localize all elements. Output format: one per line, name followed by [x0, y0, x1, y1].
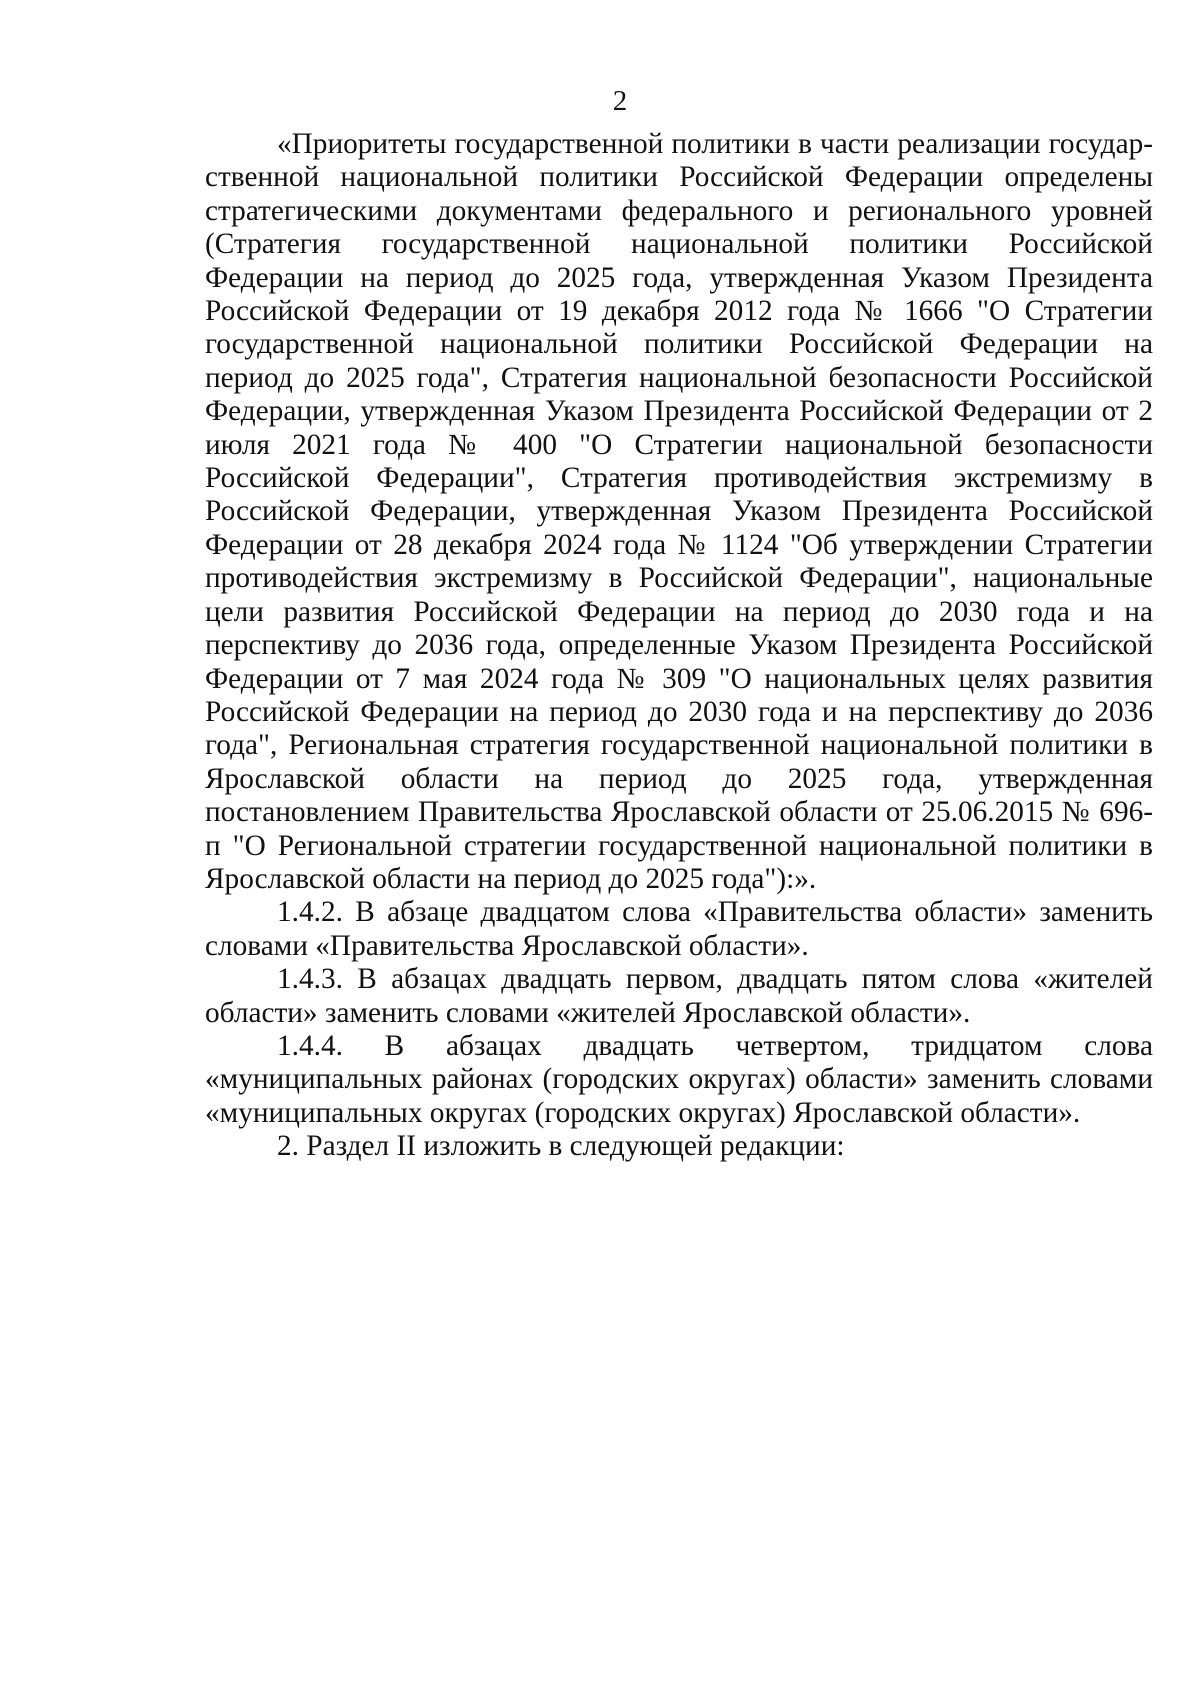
paragraph-priorities-quote: «Приоритеты государственной политики в части реализации государственной национальной политики Российской Федерации определены стратегическими документами федерального и регионального уровней (Стратегия государственной национальной политики Российской Федерации на период до 2025 года, утвержденная Указом Президента Российской Федерации от 19 декабря 2012 года № 1666 "О Стратегии государственной национальной политики Российской Федерации на период до 2025 года", Стратегия национальной безопасности Российской Федерации, утвержденная Указом Президента Российской Федерации от 2 июля 2021 года № 400 "О Стратегии национальной безопасности Российской Федерации", Стратегия противодействия экстремизму в Российской Федерации, утвержденная Указом Президента Российской Федерации от 28 декабря 2024 года № 1124 "Об утверждении Стратегии противодействия экстремизму в Российской Федерации", национальные цели развития Российской Федерации на период до 2030 года и на перспективу до 2036 года, определенные Указом Президента Российской Федерации от 7 мая 2024 года № 309 "О национальных целях развития Российской Федерации на период до 2030 года и на перспективу до 2036 года", Региональная стратегия государственной национальной политики в Ярославской области на период до 2025 года, утвержденная постановлением Правительства Ярославской области от 25.06.2015 № 696-п "О Региональной стратегии государственной национальной политики в Ярославской области на период до 2025 года"):». — [205, 128, 1153, 895]
paragraph-1-4-3: 1.4.3. В абзацах двадцать первом, двадцать пятом слова «жителей области» заменить словами «жителей Ярославской области». — [205, 963, 1153, 1029]
paragraph-1-4-2: 1.4.2. В абзаце двадцатом слова «Правительства области» заменить словами «Правительства Ярославской области». — [205, 896, 1153, 962]
document-body — [205, 128, 1153, 1164]
page-number: 2 — [612, 85, 628, 117]
paragraph-2-section-ii: 2. Раздел II изложить в следующей редакции: — [277, 1130, 845, 1163]
paragraph-1-4-4: 1.4.4. В абзацах двадцать четвертом, тридцатом слова «муниципальных районах (городских округах) области» заменить словами «муниципальных округах (городских округах) Ярославской области». — [205, 1029, 1153, 1129]
